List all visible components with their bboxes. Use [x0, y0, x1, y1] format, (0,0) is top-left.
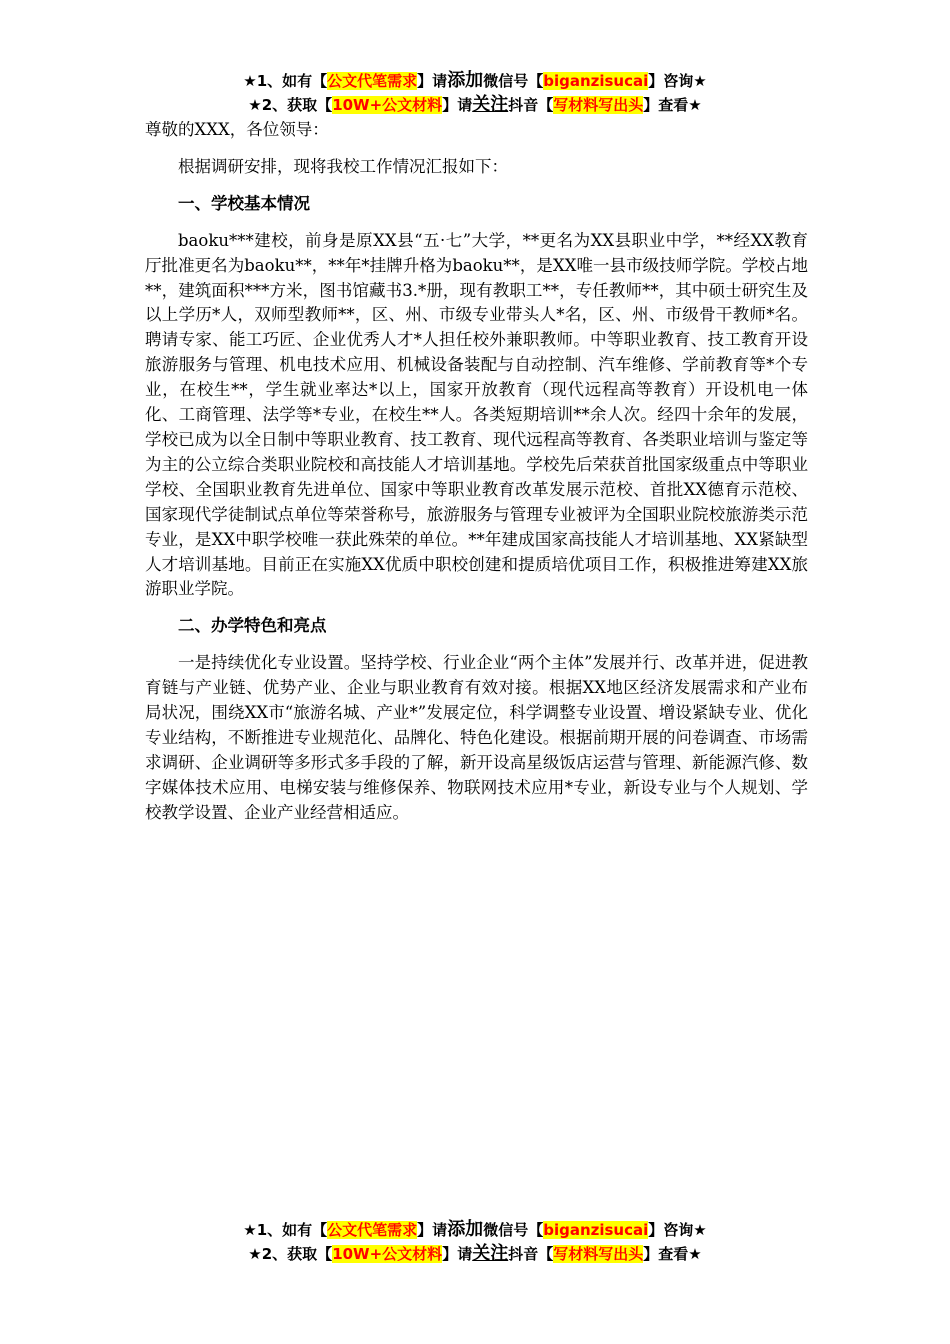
section-heading: 二、办学特色和亮点: [178, 616, 327, 636]
promo-text: 】查看★: [643, 1245, 702, 1263]
promo-wechat-id: biganzisucai: [543, 1221, 649, 1239]
promo-text: 微信号【: [483, 1221, 544, 1239]
promo-highlight: 公文代笔需求: [327, 72, 418, 90]
promo-emphasis: 添加: [447, 1219, 484, 1240]
promo-douyin-id: 写材料写出头: [553, 1245, 644, 1263]
promo-wechat-id: biganzisucai: [543, 72, 649, 90]
promo-line-1: [0, 69, 950, 93]
section-paragraph: 一是持续优化专业设置。坚持学校、行业企业“两个主体”发展并行、改革并进，促进教育链与产业链、优势产业、企业与职业教育有效对接。根据XX地区经济发展需求和产业布局状况，围绕XX市“旅游名城、产业*”发展定位，科学调整专业设置、增设紧缺专业、优化专业结构，不断推进专业规范化、品牌化、特色化建设。根据前期开展的问卷调查、市场需求调研、企业调研等多形式多手段的了解，新开设高星级饭店运营与管理、新能源汽修、数字媒体技术应用、电梯安装与维修保养、物联网技术应用*专业，新设专业与个人规划、学校教学设置、企业产业经营相适应。: [145, 653, 808, 822]
promo-emphasis: 添加: [447, 70, 484, 91]
promo-text: ★2、获取【: [248, 1245, 333, 1263]
promo-highlight: 10W+公文材料: [332, 1245, 443, 1263]
promo-footer: [0, 1218, 950, 1266]
promo-douyin-id: 写材料写出头: [553, 96, 644, 114]
promo-text: 】咨询★: [648, 1221, 707, 1239]
document-body: [145, 118, 808, 838]
promo-text: 】咨询★: [648, 72, 707, 90]
promo-highlight: 公文代笔需求: [327, 1221, 418, 1239]
promo-line-1: [0, 1218, 950, 1242]
promo-text: ★2、获取【: [248, 96, 333, 114]
promo-text: 】查看★: [643, 96, 702, 114]
greeting: 尊敬的XXX，各位领导：: [145, 120, 329, 139]
promo-text: 】请: [417, 1221, 448, 1239]
promo-text: 】请: [442, 96, 473, 114]
promo-text: ★1、如有【: [243, 72, 328, 90]
promo-emphasis: 关注: [472, 94, 509, 115]
promo-text: ★1、如有【: [243, 1221, 328, 1239]
promo-line-2: [0, 1242, 950, 1266]
section-heading: 一、学校基本情况: [178, 193, 310, 213]
promo-text: 】请: [442, 1245, 473, 1263]
promo-text: 微信号【: [483, 72, 544, 90]
promo-line-2: [0, 93, 950, 117]
promo-text: 抖音【: [508, 96, 554, 114]
promo-text: 】请: [417, 72, 448, 90]
promo-highlight: 10W+公文材料: [332, 96, 443, 114]
promo-emphasis: 关注: [472, 1243, 509, 1264]
section-paragraph: baoku***建校，前身是原XX县“五·七”大学，**更名为XX县职业中学，**经XX教育厅批准更名为baoku**，**年*挂牌升格为baoku**，是XX唯一县市级技师学院。学校占地**，建筑面积***方米，图书馆藏书3.*册，现有教职工**，专任教师**，其中硕士研究生及以上学历*人，双师型教师**，区、州、市级专业带头人*名，区、州、市级骨干教师*名。聘请专家、能工巧匠、企业优秀人才*人担任校外兼职教师。中等职业教育、技工教育开设旅游服务与管理、机电技术应用、机械设备装配与自动控制、汽车维修、学前教育等*个专业，在校生**，学生就业率达*以上，国家开放教育（现代远程高等教育）开设机电一体化、工商管理、法学等*专业，在校生**人。各类短期培训**余人次。经四十余年的发展，学校已成为以全日制中等职业教育、技工教育、现代远程高等教育、各类职业培训与鉴定等为主的公立综合类职业院校和高技能人才培训基地。学校先后荣获首批国家级重点中等职业学校、全国职业教育先进单位、国家中等职业教育改革发展示范校、首批XX德育示范校、国家现代学徒制试点单位等荣誉称号，旅游服务与管理专业被评为全国职业院校旅游类示范专业，是XX中职学校唯一获此殊荣的单位。**年建成国家高技能人才培训基地、XX紧缺型人才培训基地。目前正在实施XX优质中职校创建和提质培优项目工作，积极推进筹建XX旅游职业学院。: [145, 230, 808, 599]
promo-header: [0, 69, 950, 117]
promo-text: 抖音【: [508, 1245, 554, 1263]
intro-paragraph: 根据调研安排，现将我校工作情况汇报如下：: [178, 156, 508, 176]
